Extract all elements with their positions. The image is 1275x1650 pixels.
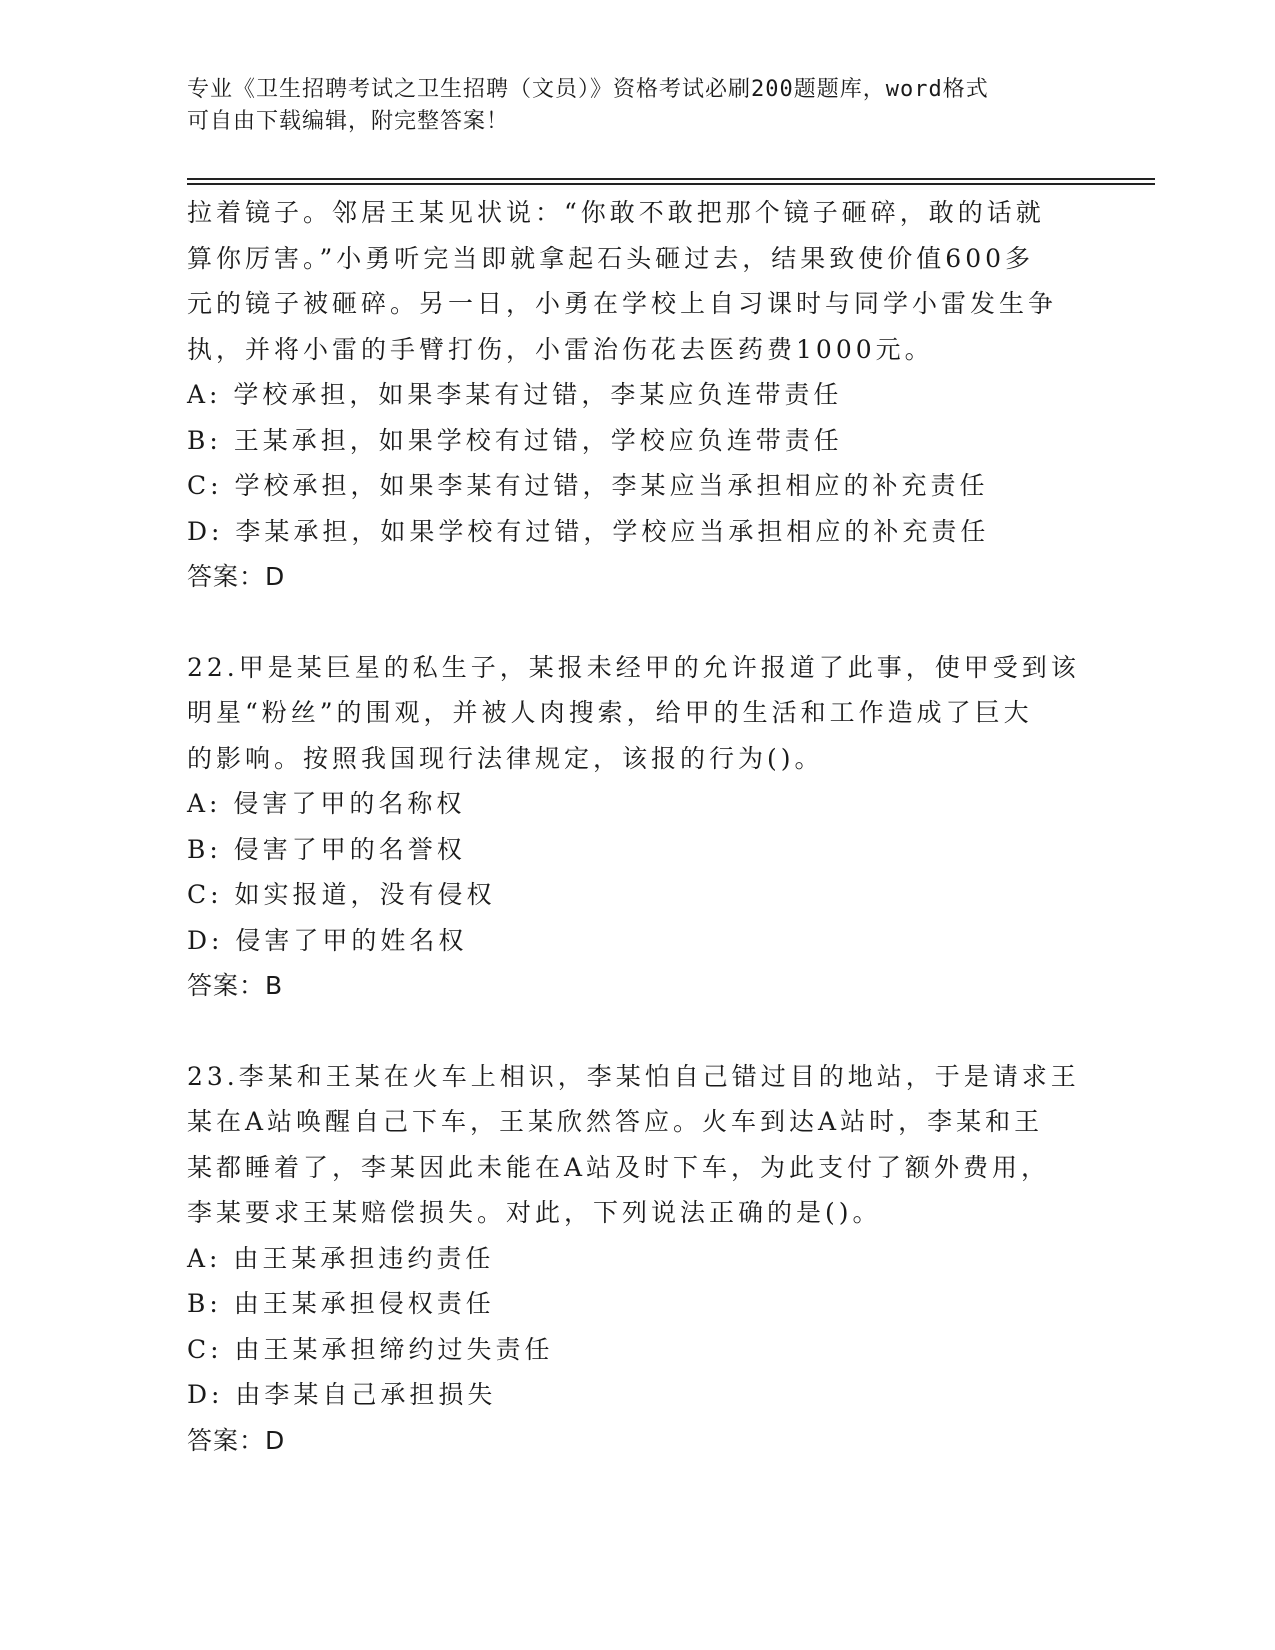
option-c: C: 由王某承担缔约过失责任 (187, 1334, 554, 1364)
option-b: B: 由王某承担侵权责任 (187, 1289, 495, 1318)
header-divider-top (187, 178, 1155, 180)
option-c: C: 如实报道，没有侵权 (187, 880, 496, 909)
answer-line: 答案：B (187, 971, 284, 1000)
option-b: B: 王某承担，如果学校有过错，学校应负连带责任 (187, 425, 843, 455)
question-stem-line: 23.李某和王某在火车上相识，李某怕自己错过目的地站，于是请求王 (187, 1061, 1080, 1091)
answer-line: 答案：D (187, 562, 286, 591)
question-23 (187, 1054, 1087, 1464)
question-stem-line: 李某要求王某赔偿损失。对此，下列说法正确的是()。 (187, 1198, 882, 1227)
option-a: A: 由王某承担违约责任 (187, 1243, 495, 1273)
question-stem-line: 执，并将小雷的手臂打伤，小雷治伤花去医药费1000元。 (187, 334, 934, 364)
question-stem-line: 某在A站唤醒自己下车，王某欣然答应。火车到达A站时，李某和王 (187, 1107, 1044, 1136)
option-a: A: 侵害了甲的名称权 (187, 789, 466, 818)
option-d: D: 李某承担，如果学校有过错，学校应当承担相应的补充责任 (187, 516, 990, 546)
question-stem-line: 算你厉害。”小勇听完当即就拿起石头砸过去，结果致使价值600多 (187, 243, 1035, 273)
option-d: D: 侵害了甲的姓名权 (187, 925, 468, 955)
header-title-line-1: 专业《卫生招聘考试之卫生招聘（文员）》资格考试必刷200题题库，word格式 (187, 77, 989, 102)
question-21 (187, 190, 1087, 600)
question-stem-line: 元的镜子被砸碎。另一日，小勇在学校上自习课时与同学小雷发生争 (187, 289, 1058, 318)
document-header (187, 74, 1067, 138)
question-stem-line: 某都睡着了，李某因此未能在A站及时下车，为此支付了额外费用， (187, 1152, 1051, 1182)
option-b: B: 侵害了甲的名誉权 (187, 834, 466, 864)
question-list (187, 190, 1087, 1463)
question-22 (187, 645, 1087, 1009)
header-title-line-2: 可自由下载编辑，附完整答案！ (187, 109, 510, 134)
question-stem-line: 的影响。按照我国现行法律规定，该报的行为()。 (187, 743, 824, 773)
question-stem-line: 22.甲是某巨星的私生子，某报未经甲的允许报道了此事，使甲受到该 (187, 652, 1080, 682)
header-divider-bottom (187, 183, 1155, 185)
answer-line: 答案：D (187, 1425, 286, 1455)
question-spacer (187, 1009, 1087, 1054)
question-stem-line: 明星“粉丝”的围观，并被人肉搜索，给甲的生活和工作造成了巨大 (187, 698, 1033, 727)
question-spacer (187, 600, 1087, 645)
question-stem-line: 拉着镜子。邻居王某见状说：“你敢不敢把那个镜子砸碎，敢的话就 (187, 198, 1045, 227)
option-c: C: 学校承担，如果李某有过错，李某应当承担相应的补充责任 (187, 471, 989, 500)
option-a: A: 学校承担，如果李某有过错，李某应负连带责任 (187, 380, 843, 409)
option-d: D: 由李某自己承担损失 (187, 1380, 497, 1409)
